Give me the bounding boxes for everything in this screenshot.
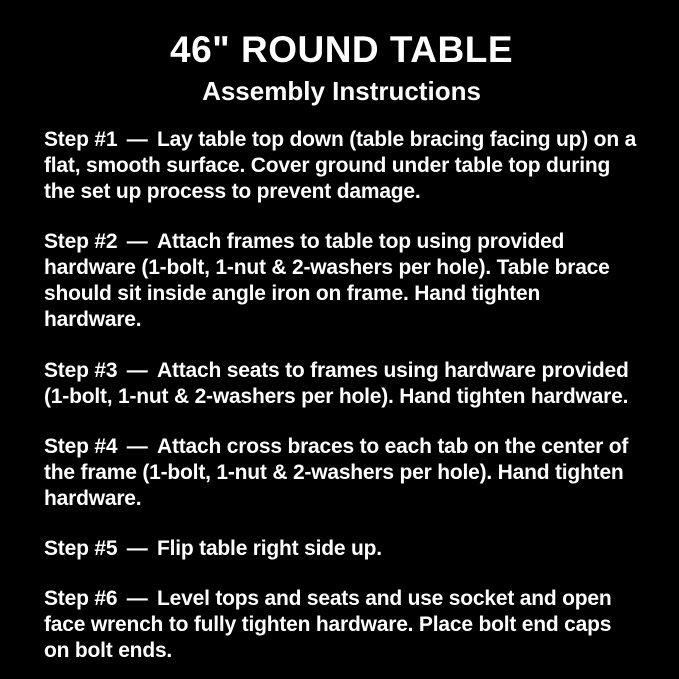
- step-5-separator: —: [126, 536, 148, 560]
- step-4-label: Step #4: [44, 434, 118, 458]
- step-5-text: Flip table right side up.: [157, 536, 382, 560]
- step-2-paragraph: [44, 229, 639, 333]
- step-3-text: Attach seats to frames using hardware provided (1-bolt, 1-nut & 2-washers per hole). Hand tighten hardware.: [44, 358, 629, 408]
- step-3-label: Step #3: [44, 358, 118, 382]
- step-2-text: Attach frames to table top using provided hardware (1-bolt, 1-nut & 2-washers per hole). Table brace should sit inside angle iron on frame. Hand tighten hardware.: [44, 230, 610, 332]
- step-6-text: Level tops and seats and use socket and open face wrench to fully tighten hardware. Place bolt end caps on bolt ends.: [44, 586, 612, 662]
- step-1-label: Step #1: [44, 128, 118, 152]
- page-subtitle: Assembly Instructions: [202, 75, 481, 106]
- step-4-text: Attach cross braces to each tab on the center of the frame (1-bolt, 1-nut & 2-washers per hole). Hand tighten hardware.: [44, 434, 629, 510]
- step-1-separator: —: [126, 128, 148, 152]
- sheet-header: [44, 30, 639, 105]
- step-1-text: Lay table top down (table bracing facing up) on a flat, smooth surface. Cover ground under table top during the set up process to prevent damage.: [44, 128, 637, 204]
- step-6-separator: —: [126, 586, 148, 610]
- step-3-separator: —: [126, 358, 148, 382]
- step-1-paragraph: [44, 127, 639, 205]
- step-2-separator: —: [126, 230, 148, 254]
- step-5-label: Step #5: [44, 536, 118, 560]
- page-title: 46" ROUND TABLE: [170, 29, 513, 70]
- steps-list: [44, 127, 639, 664]
- step-5-paragraph: [44, 536, 639, 562]
- step-6-label: Step #6: [44, 586, 118, 610]
- step-4-separator: —: [126, 434, 148, 458]
- step-6-paragraph: [44, 586, 639, 664]
- step-2-label: Step #2: [44, 230, 118, 254]
- step-4-paragraph: [44, 434, 639, 512]
- step-3-paragraph: [44, 358, 639, 410]
